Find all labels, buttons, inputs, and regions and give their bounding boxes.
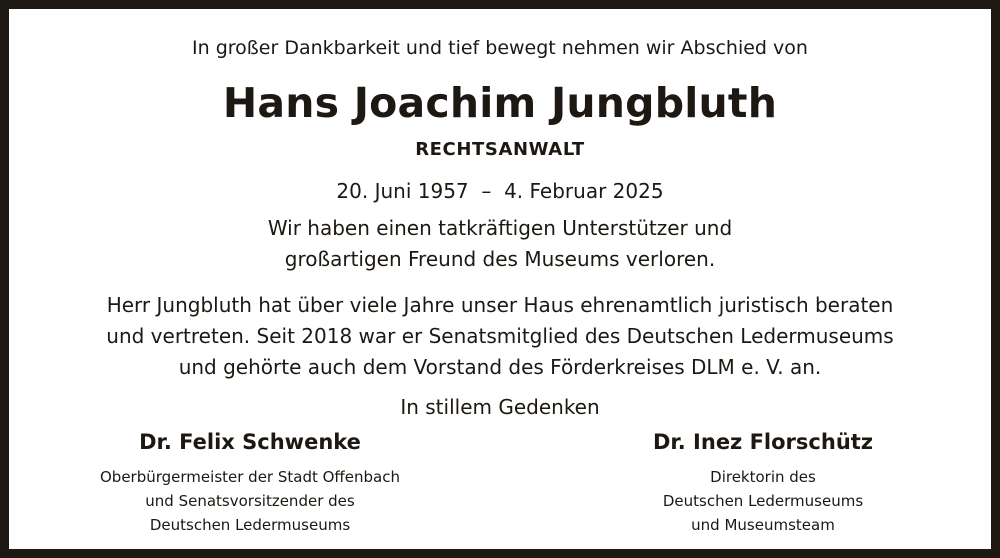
deceased-profession: RECHTSANWALT	[415, 139, 585, 160]
intro-text: In großer Dankbarkeit und tief bewegt nehmen wir Abschied von	[192, 37, 808, 59]
signer-role-line: Deutschen Ledermuseums	[149, 516, 351, 534]
tribute-line: großartigen Freund des Museums verloren.	[284, 247, 716, 271]
tribute-text	[9, 213, 991, 275]
signer-role	[15, 465, 485, 537]
tribute-line: Wir haben einen tatkräftigen Unterstützer und	[267, 216, 733, 240]
memorial-phrase: In stillem Gedenken	[400, 395, 600, 419]
body-paragraph	[9, 290, 991, 383]
body-line: und gehörte auch dem Vorstand des Förderkreises DLM e. V. an.	[178, 355, 822, 379]
signer-right	[533, 430, 993, 537]
signer-left	[15, 430, 485, 537]
signer-role-line: und Museumsteam	[691, 516, 835, 534]
signer-role-line: Deutschen Ledermuseums	[662, 492, 864, 510]
deceased-name: Hans Joachim Jungbluth	[222, 79, 778, 127]
signer-name: Dr. Felix Schwenke	[139, 430, 361, 454]
body-line: und vertreten. Seit 2018 war er Senatsmitglied des Deutschen Ledermuseums	[106, 324, 894, 348]
signer-name: Dr. Inez Florschütz	[652, 430, 874, 454]
life-dates: 20. Juni 1957 – 4. Februar 2025	[336, 179, 664, 203]
signer-role-line: und Senatsvorsitzender des	[145, 492, 355, 510]
signer-role-line: Direktorin des	[710, 468, 816, 486]
body-line: Herr Jungbluth hat über viele Jahre unser Haus ehrenamtlich juristisch beraten	[106, 293, 894, 317]
signer-role-line: Oberbürgermeister der Stadt Offenbach	[100, 468, 400, 486]
signer-role	[533, 465, 993, 537]
